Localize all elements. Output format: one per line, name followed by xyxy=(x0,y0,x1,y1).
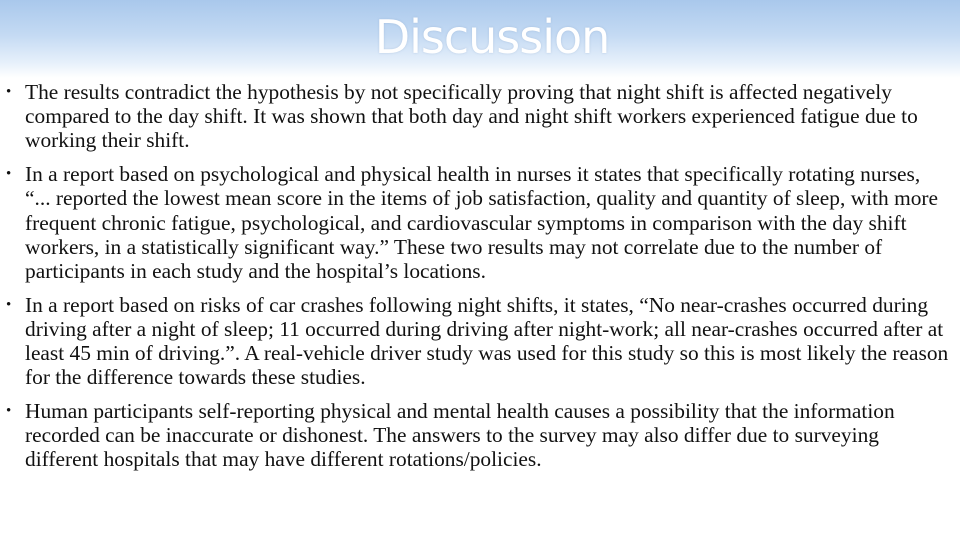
slide-title: Discussion xyxy=(374,10,610,64)
bullet-item xyxy=(0,80,950,153)
bullet-text: Human participants self-reporting physical and mental health causes a possibility that the information recorded can be inaccurate or dishonest. The answers to the survey may also differ due to surveying different hospitals that may have different rotations/policies. xyxy=(25,398,895,472)
bullet-list xyxy=(0,80,950,481)
bullet-icon: • xyxy=(6,402,12,419)
bullet-icon: • xyxy=(6,166,12,183)
bullet-item xyxy=(0,162,950,283)
bullet-text: In a report based on psychological and physical health in nurses it states that specifically rotating nurses, “... reported the lowest mean score in the items of job satisfaction, quality and quantity of sleep, with more frequent chronic fatigue, psychological, and cardiovascular symptoms in comparison with the day shift workers, in a statistically significant way.” These two results may not correlate due to the number of participants in each study and the hospital’s locations. xyxy=(25,162,939,283)
bullet-item xyxy=(0,293,950,390)
bullet-icon: • xyxy=(6,84,12,100)
bullet-item xyxy=(0,399,950,472)
bullet-text: In a report based on risks of car crashes following night shifts, it states, “No near-crashes occurred during driving after a night of sleep; 11 occurred during driving after night-work; all near-crashes occurred after at least 45 min of driving.”. A real-vehicle driver study was used for this study so this is most likely the reason for the difference towards these studies. xyxy=(25,292,949,390)
bullet-icon: • xyxy=(6,296,12,313)
bullet-text: The results contradict the hypothesis by not specifically proving that night shift is affected negatively compared to the day shift. It was shown that both day and night shift workers experienced fatigue due to working their shift. xyxy=(25,80,918,153)
